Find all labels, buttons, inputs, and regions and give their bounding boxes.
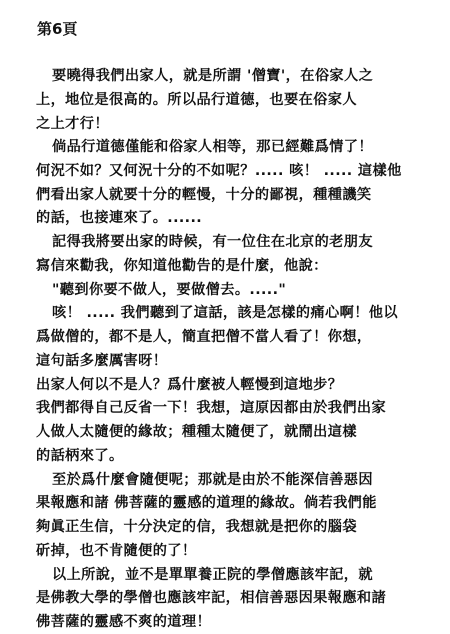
text-line: 是佛教大學的學僧也應該牢記，相信善惡因果報應和諸 (36, 590, 387, 607)
text-line: "聽到你要不做人，要做僧去。....." (52, 281, 287, 298)
text-line: 果報應和諸 佛菩薩的靈感的道理的緣故。倘若我們能 (36, 495, 377, 512)
page-number-label: 第6頁 (37, 20, 78, 38)
text-line: 的話，也接連來了。...... (36, 210, 203, 227)
text-line: 以上所說，並不是單單養正院的學僧應該牢記，就 (52, 566, 373, 583)
text-line: 這句話多麼厲害呀！ (36, 352, 168, 369)
text-line: 何況不如？又何況十分的不如呢？..... 咳！ ..... 這樣他 (36, 163, 402, 179)
text-line: 的話柄來了。 (36, 447, 124, 464)
text-line: 咳！ ..... 我們聽到了這話，該是怎樣的痛心啊！他以 (52, 305, 398, 322)
text-line: 斫掉，也不肯隨便的了！ (36, 542, 197, 559)
text-line: 夠眞正生信，十分決定的信，我想就是把你的腦袋 (36, 519, 357, 535)
text-line: 出家人何以不是人？爲什麼被人輕慢到這地步？ (36, 376, 343, 393)
text-line: 倘品行道德僅能和俗家人相等，那已經難爲情了！ (52, 139, 373, 156)
text-line: 們看出家人就要十分的輕慢，十分的鄙視，種種譏笑 (36, 186, 372, 203)
text-line: 我們都得自己反省一下！我想，這原因都由於我們出家 (36, 400, 387, 417)
text-line: 佛菩薩的靈感不爽的道理！ (36, 614, 212, 630)
text-line: 上，地位是很高的。所以品行道德，也要在俗家人 (36, 91, 357, 108)
text-line: 爲做僧的，都不是人，簡直把僧不當人看了！你想， (36, 329, 372, 346)
text-line: 人做人太隨便的緣故；種種太隨便了，就鬧出這樣 (36, 424, 357, 441)
text-line: 記得我將要出家的時候，有一位住在北京的老朋友 (52, 234, 373, 251)
text-line: 至於爲什麼會隨便呢；那就是由於不能深信善惡因 (52, 471, 373, 488)
text-line: 要曉得我們出家人，就是所謂 '僧寶'，在俗家人之 (52, 68, 374, 84)
text-line: 寫信來勸我，你知道他勸告的是什麼，他說： (36, 257, 328, 274)
text-line: 之上才行！ (36, 115, 109, 132)
